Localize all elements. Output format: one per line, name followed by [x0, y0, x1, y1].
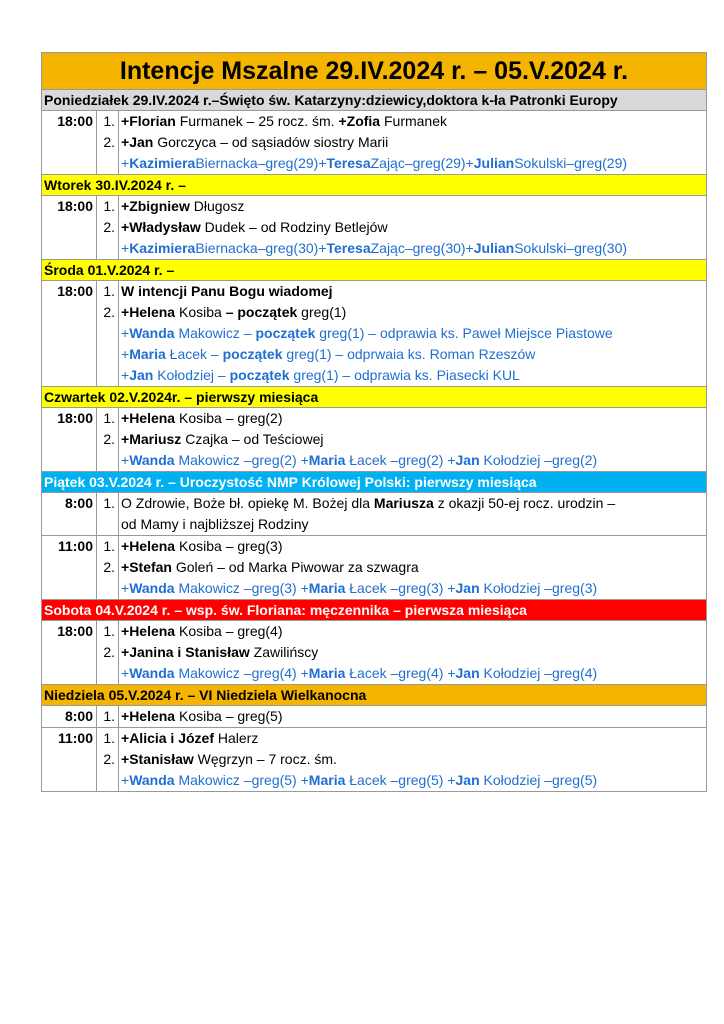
intention-line: +Władysław Dudek – od Rodziny Betlejów	[121, 219, 388, 235]
mass-time: 8:00	[42, 706, 97, 727]
mass-sunday-800	[41, 706, 707, 728]
intention-line: +Mariusz Czajka – od Teściowej	[121, 431, 324, 447]
intention-number: 2.	[103, 644, 115, 660]
gregorian-line: +Jan Kołodziej – początek greg(1) – odprawia ks. Piasecki KUL	[121, 367, 520, 383]
mass-saturday-1800	[41, 621, 707, 685]
intention-line: +Alicia i Józef Halerz	[121, 730, 259, 746]
mass-time: 11:00	[42, 536, 97, 599]
intention-number: 2.	[103, 431, 115, 447]
mass-thursday-1800	[41, 408, 707, 472]
gregorian-line: +Maria Łacek – początek greg(1) – odprwaia ks. Roman Rzeszów	[121, 346, 536, 362]
intention-line: +Zbigniew Długosz	[121, 198, 245, 214]
intention-number: 1.	[103, 410, 115, 426]
mass-time: 18:00	[42, 196, 97, 259]
mass-time: 11:00	[42, 728, 97, 791]
intention-line: +Helena Kosiba – greg(3)	[121, 538, 283, 554]
intention-number: 1.	[103, 623, 115, 639]
intention-line: +Jan Gorczyca – od sąsiadów siostry Marii	[121, 134, 389, 150]
intentions-sheet	[41, 52, 707, 792]
intention-number: 1.	[103, 283, 115, 299]
mass-tuesday-1800	[41, 196, 707, 260]
intention-number: 1.	[103, 708, 115, 724]
mass-sunday-1100	[41, 728, 707, 792]
intention-line: +Helena Kosiba – greg(5)	[121, 708, 283, 724]
intention-line: od Mamy i najbliższej Rodziny	[121, 516, 309, 532]
intention-line: W intencji Panu Bogu wiadomej	[121, 283, 333, 299]
intention-number: 2.	[103, 219, 115, 235]
intention-line: +Stefan Goleń – od Marka Piwowar za szwagra	[121, 559, 419, 575]
gregorian-line: +KazimieraBiernacka–greg(30)+TeresaZając–greg(30)+JulianSokulski–greg(30)	[121, 240, 628, 256]
gregorian-line: +Wanda Makowicz –greg(2) +Maria Łacek –greg(2) +Jan Kołodziej –greg(2)	[121, 452, 598, 468]
day-header-sunday: Niedziela 05.V.2024 r. – VI Niedziela Wielkanocna	[41, 685, 707, 706]
mass-time: 18:00	[42, 621, 97, 684]
intention-line: +Janina i Stanisław Zawilińscy	[121, 644, 319, 660]
mass-monday-1800	[41, 111, 707, 175]
day-header-tuesday: Wtorek 30.IV.2024 r. –	[41, 175, 707, 196]
day-header-saturday: Sobota 04.V.2024 r. – wsp. św. Floriana: męczennika – pierwsza miesiąca	[41, 600, 707, 621]
intention-line: O Zdrowie, Boże bł. opiekę M. Bożej dla Mariusza z okazji 50-ej rocz. urodzin –	[121, 495, 616, 511]
intention-line: +Helena Kosiba – greg(4)	[121, 623, 283, 639]
intention-line: +Florian Furmanek – 25 rocz. śm. +Zofia Furmanek	[121, 113, 448, 129]
intention-number: 2.	[103, 751, 115, 767]
intention-line: +Stanisław Węgrzyn – 7 rocz. śm.	[121, 751, 337, 767]
day-header-monday: Poniedziałek 29.IV.2024 r.–Święto św. Katarzyny:dziewicy,doktora k-ła Patronki Europy	[41, 90, 707, 111]
intention-number: 1.	[103, 198, 115, 214]
gregorian-line: +Wanda Makowicz – początek greg(1) – odprawia ks. Paweł Miejsce Piastowe	[121, 325, 613, 341]
mass-time: 18:00	[42, 408, 97, 471]
day-header-wednesday: Środa 01.V.2024 r. –	[41, 260, 707, 281]
mass-friday-1100	[41, 536, 707, 600]
gregorian-line: +Wanda Makowicz –greg(5) +Maria Łacek –greg(5) +Jan Kołodziej –greg(5)	[121, 772, 598, 788]
page-title: Intencje Mszalne 29.IV.2024 r. – 05.V.2024 r.	[41, 52, 707, 90]
gregorian-line: +Wanda Makowicz –greg(3) +Maria Łacek –greg(3) +Jan Kołodziej –greg(3)	[121, 580, 598, 596]
intention-number: 1.	[103, 495, 115, 511]
mass-time: 8:00	[42, 493, 97, 535]
mass-time: 18:00	[42, 281, 97, 386]
gregorian-line: +KazimieraBiernacka–greg(29)+TeresaZając–greg(29)+JulianSokulski–greg(29)	[121, 155, 628, 171]
mass-friday-800	[41, 493, 707, 536]
day-header-friday: Piątek 03.V.2024 r. – Uroczystość NMP Królowej Polski: pierwszy miesiąca	[41, 472, 707, 493]
intention-number: 1.	[103, 538, 115, 554]
intention-number: 2.	[103, 304, 115, 320]
intention-line: +Helena Kosiba – greg(2)	[121, 410, 283, 426]
intention-line: +Helena Kosiba – początek greg(1)	[121, 304, 347, 320]
gregorian-line: +Wanda Makowicz –greg(4) +Maria Łacek –greg(4) +Jan Kołodziej –greg(4)	[121, 665, 598, 681]
mass-wednesday-1800	[41, 281, 707, 387]
intention-number: 1.	[103, 730, 115, 746]
intention-number: 1.	[103, 113, 115, 129]
day-header-thursday: Czwartek 02.V.2024r. – pierwszy miesiąca	[41, 387, 707, 408]
intention-number: 2.	[103, 134, 115, 150]
intention-number: 2.	[103, 559, 115, 575]
mass-time: 18:00	[42, 111, 97, 174]
